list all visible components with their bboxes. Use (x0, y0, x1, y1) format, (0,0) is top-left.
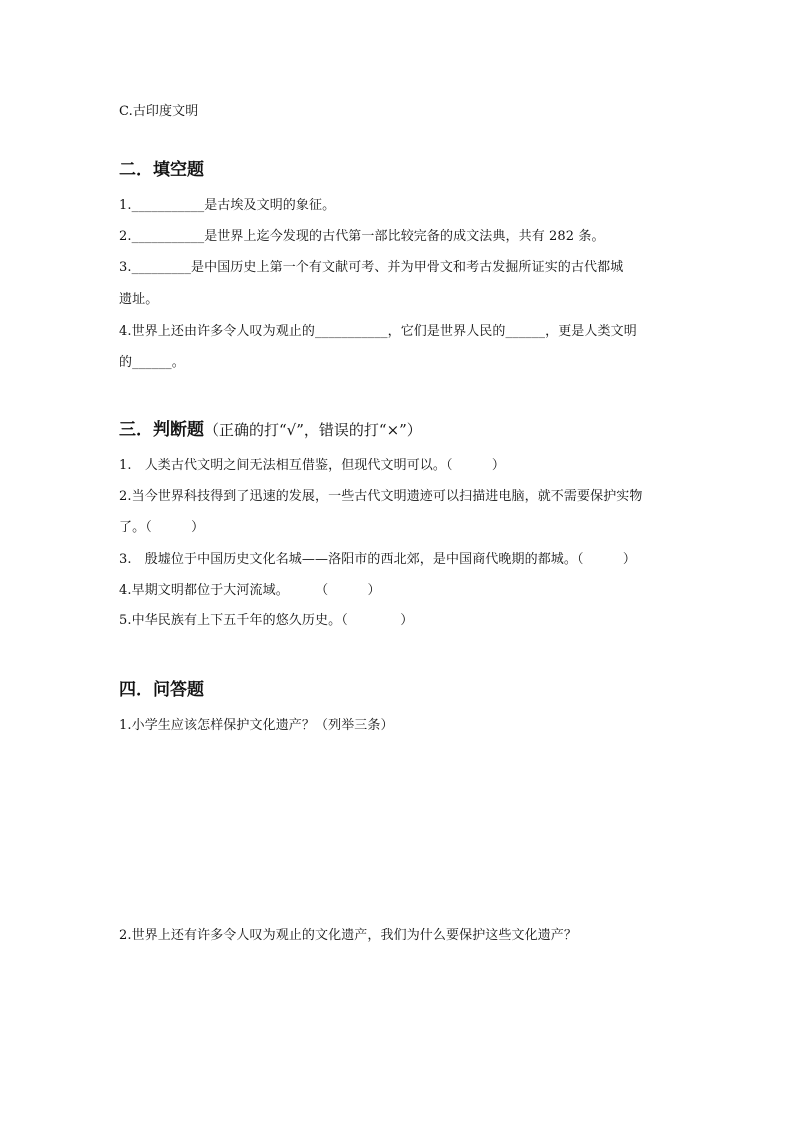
fill-question-3-line-1: 3._________是中国历史上第一个有文献可考、并为甲骨文和考古发掘所证实的古代都城 (119, 260, 624, 275)
fill-section-title: 二．填空题 (119, 160, 204, 180)
fill-question-2: 2.___________是世界上迄今发现的古代第一部比较完备的成文法典，共有 282 条。 (119, 229, 605, 244)
judge-question-4: 4.早期文明都位于大河流域。 （ ） (119, 583, 381, 598)
fill-question-4-line-1: 4.世界上还由许多令人叹为观止的___________，它们是世界人民的______，更是人类文明 (119, 324, 637, 339)
option-c: C.古印度文明 (119, 104, 199, 119)
qa-question-1: 1.小学生应该怎样保护文化遗产？（列举三条） (119, 718, 394, 733)
judge-question-3: 3. 殷墟位于中国历史文化名城——洛阳市的西北郊，是中国商代晚期的都城。（ ） (119, 552, 637, 567)
judge-question-2-line-1: 2.当今世界科技得到了迅速的发展，一些古代文明遗迹可以扫描进电脑，就不需要保护实物 (119, 489, 643, 504)
judge-section-title (119, 418, 422, 442)
qa-section-title: 四．问答题 (119, 680, 204, 700)
fill-question-4-line-2: 的______。 (119, 355, 185, 370)
judge-title-text: 三．判断题 (119, 420, 204, 440)
judge-question-2-line-2: 了。（ ） (119, 520, 205, 535)
judge-question-1: 1. 人类古代文明之间无法相互借鉴，但现代文明可以。（ ） (119, 458, 506, 473)
judge-instruction: （正确的打“√”，错误的打“×”） (204, 421, 422, 439)
fill-question-3-line-2: 遗址。 (119, 292, 159, 307)
fill-question-1: 1.___________是古埃及文明的象征。 (119, 198, 336, 213)
judge-question-5: 5.中华民族有上下五千年的悠久历史。（ ） (119, 613, 414, 628)
qa-question-2: 2.世界上还有许多令人叹为观止的文化遗产，我们为什么要保护这些文化遗产？ (119, 928, 578, 943)
